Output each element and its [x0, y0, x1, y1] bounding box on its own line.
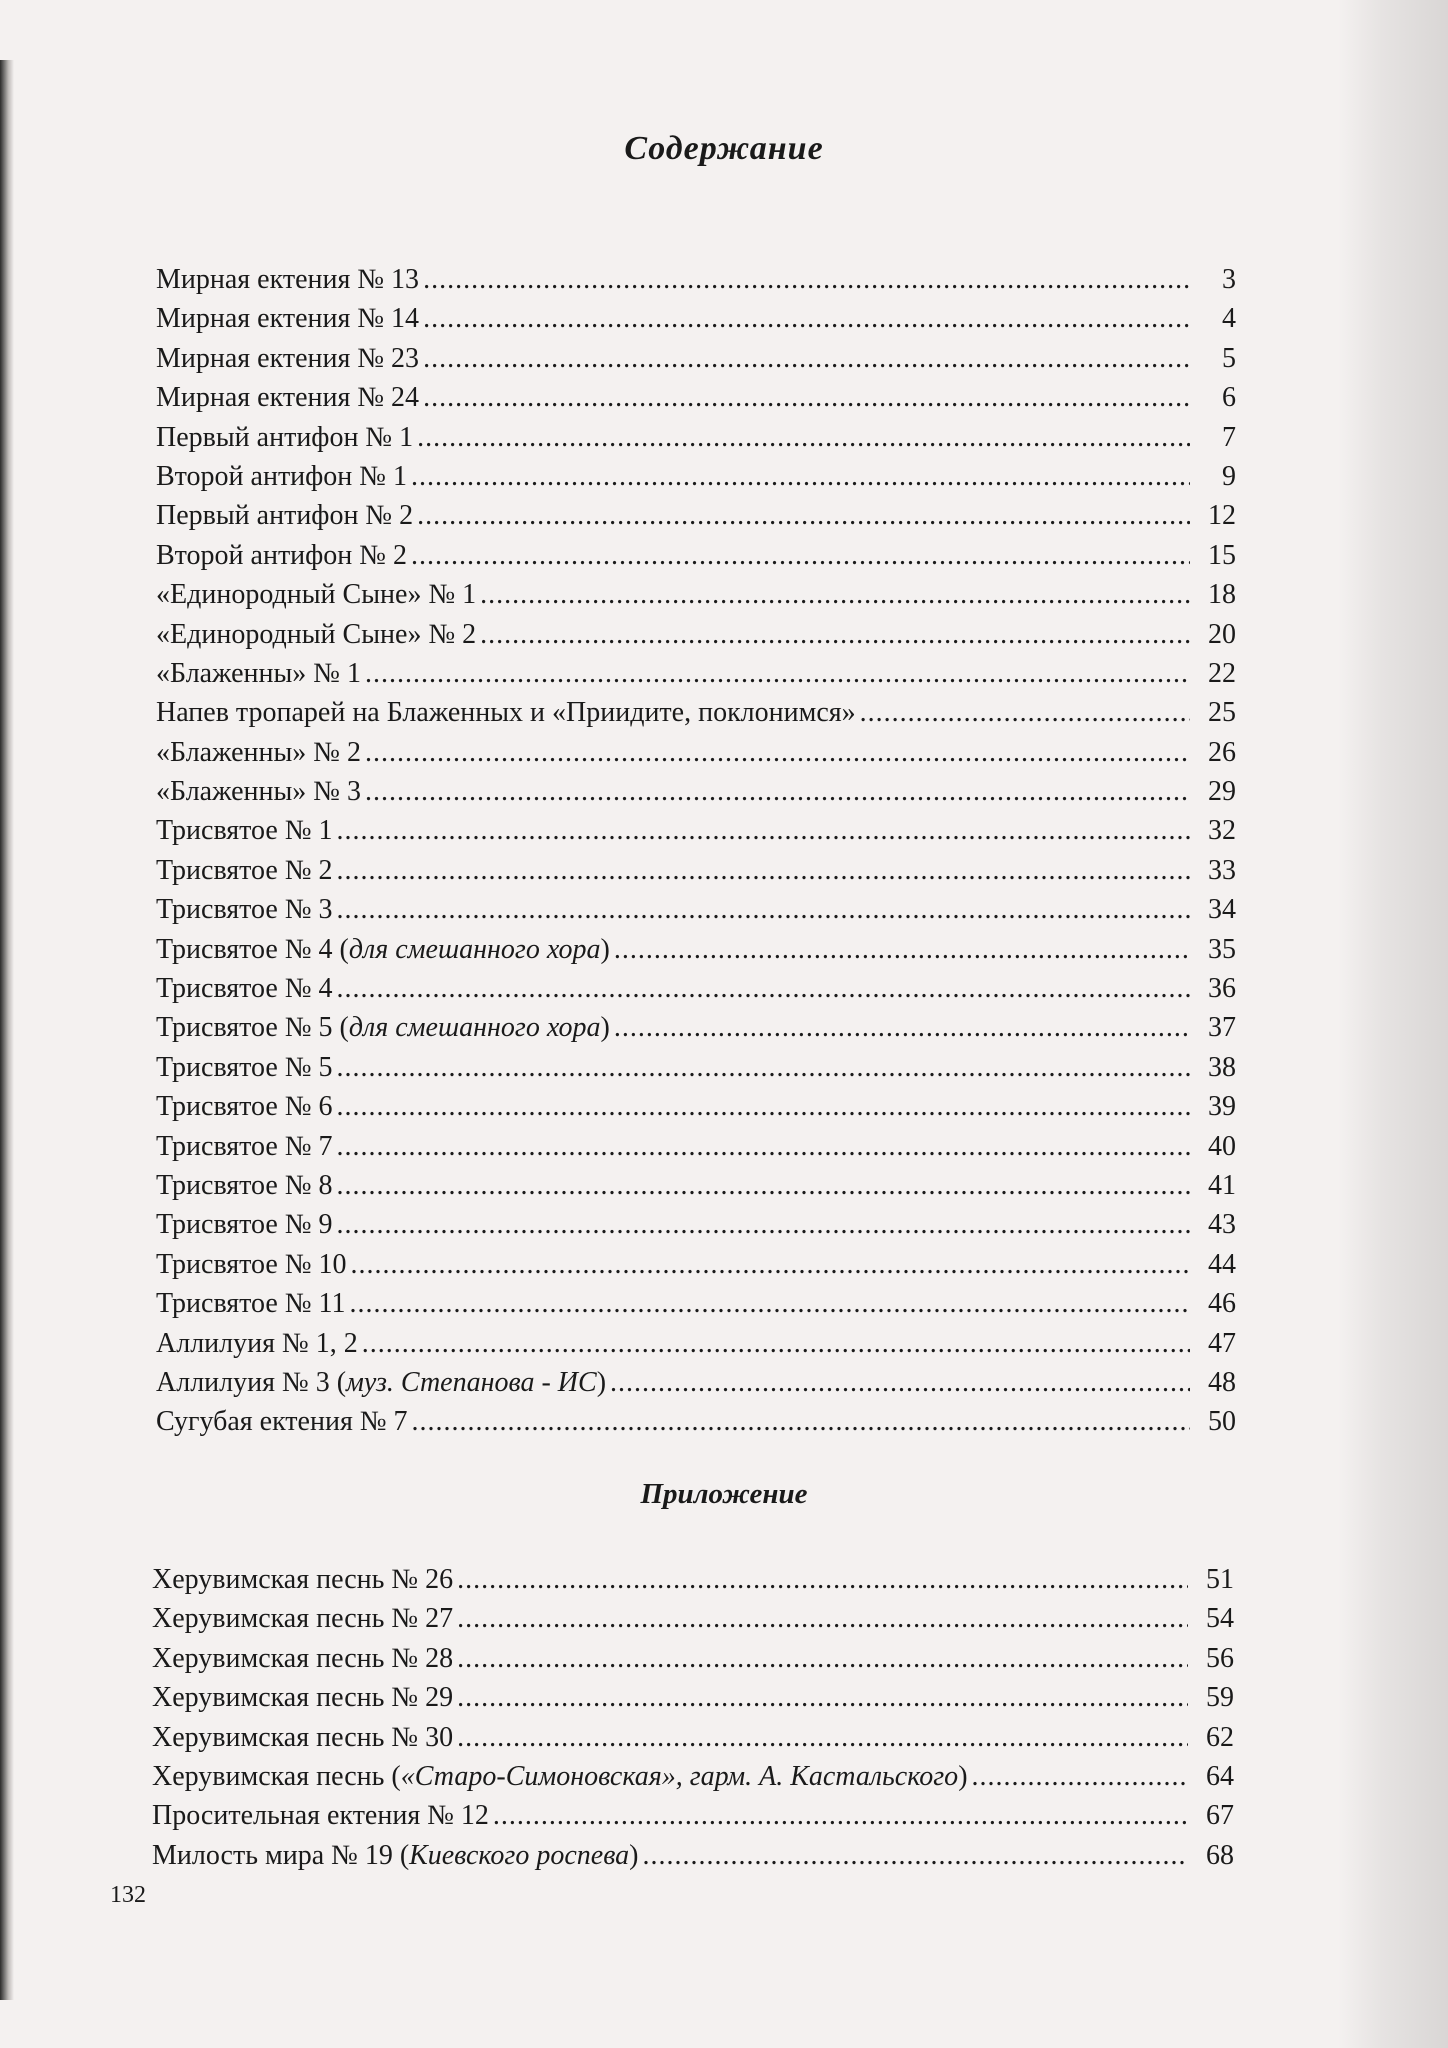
toc-entry-title: Трисвятое № 7 [156, 1130, 333, 1162]
toc-entry[interactable] [156, 457, 1236, 496]
dot-leader [350, 1284, 1191, 1323]
toc-entry-page: 67 [1206, 1800, 1234, 1832]
toc-entry[interactable] [156, 1127, 1236, 1166]
dot-leader [457, 1639, 1188, 1678]
toc-entry-title: Трисвятое № 4 [156, 973, 333, 1005]
dot-leader [337, 851, 1190, 890]
toc-entry-title: Второй антифон № 1 [156, 460, 408, 492]
toc-entry-title: Херувимская песнь № 27 [152, 1603, 454, 1635]
page-number: 132 [110, 1882, 146, 1908]
toc-entry-title: «Блаженны» № 1 [156, 657, 362, 689]
toc-entry-title: Херувимская песнь № 30 [152, 1721, 454, 1753]
toc-entry-page: 41 [1208, 1169, 1236, 1201]
toc-entry-note: для смешанного хора [348, 933, 601, 965]
toc-entry[interactable] [156, 772, 1236, 811]
dot-leader [337, 1087, 1190, 1126]
dot-leader [457, 1718, 1188, 1757]
toc-entry-title: Милость мира № 19 (Киевского роспева) [152, 1839, 639, 1871]
dot-leader [417, 418, 1190, 457]
toc-entry-page: 32 [1208, 815, 1236, 847]
toc-entry[interactable] [152, 1718, 1234, 1757]
dot-leader [351, 1245, 1190, 1284]
toc-entry[interactable] [156, 969, 1236, 1008]
dot-leader [614, 930, 1190, 969]
dot-leader [412, 1402, 1190, 1441]
toc-entry[interactable] [156, 1363, 1236, 1402]
toc-entry-title: Трисвятое № 11 [156, 1288, 346, 1320]
dot-leader [365, 654, 1190, 693]
dot-leader [337, 1166, 1190, 1205]
toc-entry[interactable] [156, 890, 1236, 929]
toc-entry-title: Трисвятое № 2 [156, 854, 333, 886]
toc-entry-page: 33 [1208, 854, 1236, 886]
toc-entry[interactable] [156, 1008, 1236, 1047]
toc-entry-page: 35 [1208, 933, 1236, 965]
toc-entry[interactable] [156, 1166, 1236, 1205]
toc-entry-page: 44 [1208, 1248, 1236, 1280]
toc-entry-title: «Блаженны» № 2 [156, 736, 362, 768]
dot-leader [365, 772, 1190, 811]
toc-entry[interactable] [152, 1560, 1234, 1599]
toc-entry[interactable] [156, 1245, 1236, 1284]
toc-entry-note: для смешанного хора [348, 1012, 601, 1044]
toc-entry-title: «Единородный Сыне» № 1 [156, 579, 477, 611]
toc-entry-page: 46 [1208, 1288, 1236, 1320]
toc-entry[interactable] [156, 693, 1236, 732]
toc-entry-page: 4 [1222, 303, 1236, 335]
dot-leader [423, 299, 1190, 338]
toc-entry-note: Киевского роспева [409, 1839, 630, 1871]
toc-entry-title: Трисвятое № 8 [156, 1169, 333, 1201]
toc-entry-page: 54 [1206, 1603, 1234, 1635]
toc-entry-title: Первый антифон № 1 [156, 421, 414, 453]
toc-entry-page: 36 [1208, 973, 1236, 1005]
toc-entry-page: 43 [1208, 1209, 1236, 1241]
dot-leader [480, 615, 1190, 654]
toc-entry-page: 48 [1208, 1366, 1236, 1398]
dot-leader [365, 733, 1190, 772]
dot-leader [411, 536, 1190, 575]
toc-entry-note: муз. Степанова - ИС [346, 1366, 597, 1398]
toc-entry-title: Трисвятое № 6 [156, 1091, 333, 1123]
toc-entry-page: 6 [1222, 382, 1236, 414]
toc-entry[interactable] [156, 1402, 1236, 1441]
toc-entry[interactable] [156, 1205, 1236, 1244]
toc-entry-page: 25 [1208, 697, 1236, 729]
toc-entry[interactable] [156, 418, 1236, 457]
toc-entry[interactable] [156, 536, 1236, 575]
toc-entry-title: Трисвятое № 1 [156, 815, 333, 847]
toc-entry-title: Аллилуия № 3 (муз. Степанова - ИС) [156, 1366, 607, 1398]
toc-entry-title: Мирная ектения № 14 [156, 303, 420, 335]
dot-leader [423, 339, 1190, 378]
dot-leader [610, 1363, 1190, 1402]
toc-entry-page: 18 [1208, 579, 1236, 611]
toc-entry-title: Трисвятое № 5 (для смешанного хора) [156, 1012, 610, 1044]
toc-entry[interactable] [156, 575, 1236, 614]
toc-entry[interactable] [156, 299, 1236, 338]
toc-entry[interactable] [152, 1678, 1234, 1717]
toc-entry-title: Трисвятое № 3 [156, 894, 333, 926]
toc-entry-title: Мирная ектения № 23 [156, 342, 420, 374]
dot-leader [337, 1127, 1190, 1166]
toc-entry-page: 9 [1222, 460, 1236, 492]
toc-entry-page: 59 [1206, 1682, 1234, 1714]
toc-entry-page: 5 [1222, 342, 1236, 374]
toc-entry[interactable] [152, 1639, 1234, 1678]
toc-entry-page: 50 [1208, 1406, 1236, 1438]
toc-entry-title: Сугубая ектения № 7 [156, 1406, 408, 1438]
toc-entry-page: 20 [1208, 618, 1236, 650]
toc-entry-page: 51 [1206, 1564, 1234, 1595]
toc-entry[interactable] [152, 1796, 1234, 1835]
toc-entry-title: «Блаженны» № 3 [156, 776, 362, 808]
dot-leader [493, 1796, 1188, 1835]
toc-entry-page: 38 [1208, 1051, 1236, 1083]
toc-entry-page: 7 [1222, 421, 1236, 453]
toc-entry-page: 26 [1208, 736, 1236, 768]
toc-entry[interactable] [156, 851, 1236, 890]
toc-entry[interactable] [156, 615, 1236, 654]
toc-entry-page: 15 [1208, 539, 1236, 571]
toc-entry[interactable] [152, 1836, 1234, 1875]
toc-entry-title: Просительная ектения № 12 [152, 1800, 489, 1832]
toc-entry-page: 37 [1208, 1012, 1236, 1044]
dot-leader [972, 1757, 1188, 1796]
dot-leader [362, 1324, 1190, 1363]
toc-entry[interactable] [152, 1757, 1234, 1796]
dot-leader [337, 1048, 1190, 1087]
toc-entry-page: 34 [1208, 894, 1236, 926]
toc-entry-title: Трисвятое № 9 [156, 1209, 333, 1241]
dot-leader [457, 1678, 1188, 1717]
dot-leader [457, 1560, 1188, 1599]
dot-leader [423, 260, 1190, 299]
dot-leader [643, 1836, 1189, 1875]
dot-leader [480, 575, 1190, 614]
dot-leader [337, 811, 1190, 850]
toc-entry-title: Напев тропарей на Блаженных и «Приидите, поклонимся» [156, 697, 856, 729]
appendix-contents [152, 1560, 1234, 1875]
toc-entry-page: 68 [1206, 1839, 1234, 1871]
toc-entry-page: 12 [1208, 500, 1236, 532]
toc-entry[interactable] [156, 496, 1236, 535]
toc-entry[interactable] [156, 260, 1236, 299]
toc-entry-title: Второй антифон № 2 [156, 539, 408, 571]
toc-entry-title: Трисвятое № 4 (для смешанного хора) [156, 933, 610, 965]
toc-entry-title: Херувимская песнь № 28 [152, 1642, 454, 1674]
dot-leader [337, 890, 1190, 929]
toc-entry[interactable] [156, 811, 1236, 850]
toc-entry[interactable] [156, 654, 1236, 693]
toc-entry[interactable] [156, 930, 1236, 969]
toc-entry-page: 56 [1206, 1642, 1234, 1674]
toc-entry-title: Мирная ектения № 13 [156, 264, 420, 295]
toc-entry[interactable] [156, 1324, 1236, 1363]
toc-entry[interactable] [156, 339, 1236, 378]
toc-entry-page: 62 [1206, 1721, 1234, 1753]
toc-entry[interactable] [156, 733, 1236, 772]
dot-leader [423, 378, 1190, 417]
dot-leader [860, 693, 1190, 732]
toc-entry-page: 40 [1208, 1130, 1236, 1162]
toc-entry-title: Херувимская песнь № 26 [152, 1564, 454, 1595]
toc-entry-page: 64 [1206, 1760, 1234, 1792]
dot-leader [457, 1599, 1188, 1638]
toc-entry-page: 3 [1222, 264, 1236, 295]
toc-entry-title: Трисвятое № 5 [156, 1051, 333, 1083]
table-of-contents [156, 260, 1236, 1442]
toc-entry[interactable] [152, 1599, 1234, 1638]
dot-leader [417, 496, 1190, 535]
scan-shadow-left [0, 60, 14, 2000]
toc-entry-title: «Единородный Сыне» № 2 [156, 618, 477, 650]
dot-leader [411, 457, 1190, 496]
dot-leader [337, 1205, 1190, 1244]
toc-entry[interactable] [156, 1087, 1236, 1126]
toc-entry-title: Мирная ектения № 24 [156, 382, 420, 414]
appendix-heading: Приложение [640, 1478, 808, 1510]
scan-shadow-right [1338, 0, 1448, 2048]
toc-entry-title: Херувимская песнь № 29 [152, 1682, 454, 1714]
toc-entry[interactable] [156, 1048, 1236, 1087]
dot-leader [614, 1008, 1190, 1047]
page-title: Содержание [624, 130, 824, 167]
toc-entry-page: 39 [1208, 1091, 1236, 1123]
toc-entry-page: 22 [1208, 657, 1236, 689]
toc-entry[interactable] [156, 1284, 1236, 1323]
dot-leader [337, 969, 1190, 1008]
toc-entry-title: Трисвятое № 10 [156, 1248, 347, 1280]
toc-entry-title: Херувимская песнь («Старо-Симоновская», гарм. А. Кастальского) [152, 1760, 968, 1792]
toc-entry-page: 29 [1208, 776, 1236, 808]
toc-entry-title: Первый антифон № 2 [156, 500, 414, 532]
toc-entry-title: Аллилуия № 1, 2 [156, 1327, 358, 1359]
toc-entry[interactable] [156, 378, 1236, 417]
toc-entry-note: «Старо-Симоновская», гарм. А. Кастальского [400, 1760, 959, 1792]
toc-entry-page: 47 [1208, 1327, 1236, 1359]
